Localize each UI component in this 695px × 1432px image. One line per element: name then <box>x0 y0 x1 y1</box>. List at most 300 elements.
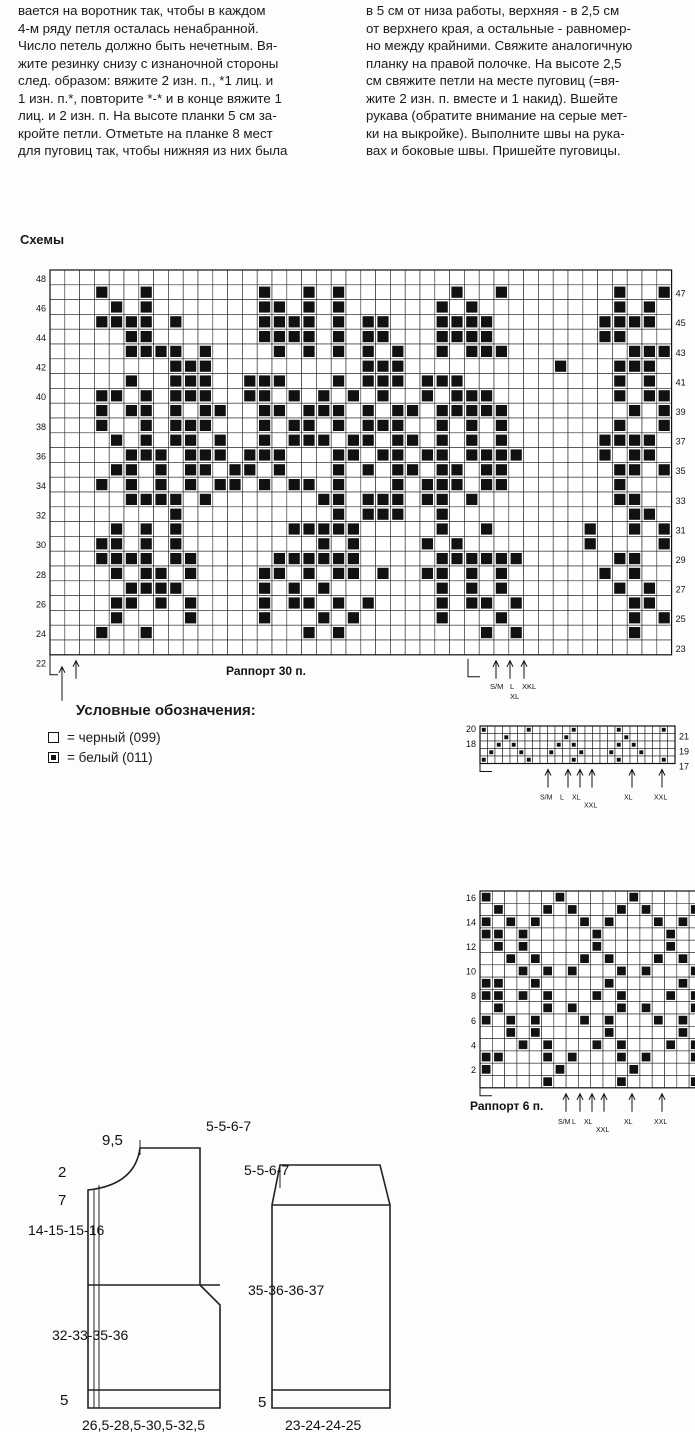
grid-cell <box>124 359 139 374</box>
filled-stitch <box>494 979 503 988</box>
grid-cell <box>450 448 465 463</box>
filled-stitch <box>629 612 640 623</box>
filled-stitch <box>141 627 152 638</box>
filled-stitch <box>348 523 359 534</box>
filled-stitch <box>333 597 344 608</box>
filled-stitch <box>580 1016 589 1025</box>
filled-stitch <box>629 597 640 608</box>
grid-cell <box>509 640 524 655</box>
grid-cell <box>94 640 109 655</box>
grid-cell <box>510 726 518 734</box>
grid-cell <box>600 734 608 742</box>
grid-cell <box>583 329 598 344</box>
grid-cell <box>554 928 566 940</box>
grid-cell <box>492 1014 504 1026</box>
grid-cell <box>287 448 302 463</box>
grid-cell <box>94 566 109 581</box>
filled-stitch <box>629 1065 638 1074</box>
filled-stitch <box>617 1077 626 1086</box>
grid-cell <box>529 940 541 952</box>
grid-cell <box>652 1039 664 1051</box>
filled-stitch <box>519 991 528 1000</box>
row-label-right: 27 <box>675 584 686 595</box>
grid-cell <box>538 477 553 492</box>
grid-cell <box>540 741 548 749</box>
grid-cell <box>302 374 317 389</box>
grid-cell <box>65 344 80 359</box>
grid-cell <box>316 300 331 315</box>
grid-cell <box>509 536 524 551</box>
grid-cell <box>331 536 346 551</box>
grid-cell <box>109 374 124 389</box>
filled-stitch <box>392 435 403 446</box>
grid-cell <box>524 462 539 477</box>
grid-cell <box>566 1014 578 1026</box>
grid-cell <box>80 477 95 492</box>
grid-cell <box>154 388 169 403</box>
grid-cell <box>242 596 257 611</box>
filled-stitch <box>274 568 285 579</box>
grid-cell <box>505 989 517 1001</box>
grid-cell <box>154 300 169 315</box>
filled-stitch <box>318 583 329 594</box>
row-label-left: 26 <box>35 599 46 610</box>
grid-cell <box>583 610 598 625</box>
filled-stitch <box>437 523 448 534</box>
grid-cell <box>346 374 361 389</box>
grid-cell <box>213 359 228 374</box>
grid-cell <box>570 734 578 742</box>
filled-stitch <box>259 390 270 401</box>
filled-stitch <box>605 979 614 988</box>
grid-cell <box>420 329 435 344</box>
sleeve-top-label: 5-5-6-7 <box>244 1162 290 1178</box>
filled-stitch <box>506 954 515 963</box>
grid-cell <box>538 536 553 551</box>
filled-stitch <box>303 523 314 534</box>
grid-cell <box>553 448 568 463</box>
grid-cell <box>109 344 124 359</box>
legend-item-black <box>48 730 161 745</box>
filled-stitch <box>318 435 329 446</box>
grid-cell <box>242 566 257 581</box>
grid-cell <box>450 344 465 359</box>
grid-cell <box>492 1076 504 1088</box>
repeat-label-6: Раппорт 6 п. <box>470 1098 544 1113</box>
grid-cell <box>435 536 450 551</box>
grid-cell <box>568 596 583 611</box>
filled-stitch <box>629 553 640 564</box>
filled-stitch <box>644 597 655 608</box>
repeat-bracket-left <box>50 655 58 675</box>
grid-cell <box>492 953 504 965</box>
grid-cell <box>538 492 553 507</box>
grid-cell <box>228 566 243 581</box>
grid-cell <box>242 270 257 285</box>
grid-cell <box>627 418 642 433</box>
grid-cell <box>287 403 302 418</box>
filled-stitch <box>629 361 640 372</box>
grid-cell <box>598 285 613 300</box>
grid-cell <box>420 581 435 596</box>
grid-cell <box>665 953 677 965</box>
filled-stitch <box>111 523 122 534</box>
grid-cell <box>420 285 435 300</box>
row-label-right: 41 <box>675 377 686 388</box>
row-label-right: 43 <box>675 347 686 358</box>
grid-cell <box>65 388 80 403</box>
grid-cell <box>542 1014 554 1026</box>
grid-cell <box>538 581 553 596</box>
grid-cell <box>554 1051 566 1063</box>
grid-cell <box>628 928 640 940</box>
grid-cell <box>50 581 65 596</box>
grid-cell <box>533 741 541 749</box>
grid-cell <box>346 492 361 507</box>
filled-stitch <box>437 316 448 327</box>
grid-cell <box>213 418 228 433</box>
filled-stitch <box>481 405 492 416</box>
grid-cell <box>213 300 228 315</box>
text-line: но между крайними. Свяжите аналогичную <box>366 38 633 53</box>
grid-cell <box>272 270 287 285</box>
filled-stitch <box>482 1065 491 1074</box>
grid-cell <box>615 977 627 989</box>
grid-cell <box>198 329 213 344</box>
grid-cell <box>583 374 598 389</box>
grid-cell <box>627 270 642 285</box>
filled-stitch <box>333 405 344 416</box>
grid-cell <box>652 928 664 940</box>
grid-cell <box>316 625 331 640</box>
grid-cell <box>566 891 578 903</box>
grid-cell <box>538 640 553 655</box>
grid-cell <box>376 536 391 551</box>
grid-cell <box>657 477 672 492</box>
grid-cell <box>50 270 65 285</box>
filled-stitch <box>437 375 448 386</box>
grid-cell <box>524 477 539 492</box>
grid-cell <box>492 891 504 903</box>
grid-cell <box>509 418 524 433</box>
grid-cell <box>653 749 661 757</box>
grid-cell <box>213 314 228 329</box>
grid-cell <box>94 329 109 344</box>
grid-cell <box>50 625 65 640</box>
grid-cell <box>640 977 652 989</box>
text-line: для пуговиц так, чтобы нижняя из них была <box>18 143 288 158</box>
row-label-left: 42 <box>35 362 46 373</box>
grid-cell <box>287 300 302 315</box>
grid-cell <box>603 1051 615 1063</box>
size-label: S/M <box>540 794 553 802</box>
grid-cell <box>578 726 586 734</box>
filled-stitch <box>126 583 137 594</box>
filled-stitch <box>170 553 181 564</box>
filled-stitch <box>200 464 211 475</box>
grid-cell <box>640 916 652 928</box>
filled-stitch <box>155 479 166 490</box>
filled-stitch <box>377 449 388 460</box>
filled-stitch <box>531 917 540 926</box>
filled-stitch <box>451 405 462 416</box>
text-line: вается на воротник так, чтобы в каждом <box>18 3 266 18</box>
grid-cell <box>94 507 109 522</box>
grid-cell <box>638 756 646 764</box>
grid-cell <box>361 625 376 640</box>
grid-cell <box>168 596 183 611</box>
filled-stitch <box>392 449 403 460</box>
grid-cell <box>65 522 80 537</box>
grid-cell <box>464 462 479 477</box>
grid-cell <box>505 928 517 940</box>
grid-cell <box>50 300 65 315</box>
filled-stitch <box>96 627 107 638</box>
grid-cell <box>420 418 435 433</box>
grid-cell <box>566 1026 578 1038</box>
filled-stitch <box>96 553 107 564</box>
grid-cell <box>154 314 169 329</box>
filled-stitch <box>392 346 403 357</box>
grid-cell <box>553 418 568 433</box>
grid-cell <box>503 749 511 757</box>
filled-stitch <box>451 479 462 490</box>
filled-stitch <box>141 583 152 594</box>
filled-stitch <box>466 449 477 460</box>
filled-stitch <box>170 583 181 594</box>
grid-cell <box>65 329 80 344</box>
grid-cell <box>566 953 578 965</box>
width-label: 26,5-28,5-30,5-32,5 <box>82 1417 205 1432</box>
grid-cell <box>524 433 539 448</box>
grid-cell <box>553 270 568 285</box>
grid-cell <box>533 726 541 734</box>
grid-cell <box>505 1076 517 1088</box>
filled-stitch <box>126 464 137 475</box>
row-label-right: 37 <box>675 436 686 447</box>
filled-stitch <box>303 346 314 357</box>
grid-cell <box>640 1026 652 1038</box>
grid-cell <box>464 536 479 551</box>
filled-stitch <box>659 346 670 357</box>
grid-cell <box>524 403 539 418</box>
grid-cell <box>665 1063 677 1075</box>
grid-cell <box>124 285 139 300</box>
grid-cell <box>568 285 583 300</box>
grid-cell <box>538 522 553 537</box>
grid-cell <box>494 329 509 344</box>
grid-cell <box>109 507 124 522</box>
filled-stitch <box>126 375 137 386</box>
grid-cell <box>257 344 272 359</box>
filled-stitch <box>333 287 344 298</box>
grid-cell <box>494 300 509 315</box>
grid-cell <box>257 625 272 640</box>
text-line: Число петель должно быть нечетным. Вя- <box>18 38 278 53</box>
grid-cell <box>524 522 539 537</box>
pattern-pieces-diagram <box>28 1118 460 1432</box>
grid-cell <box>198 507 213 522</box>
filled-stitch <box>437 568 448 579</box>
grid-cell <box>80 640 95 655</box>
row-label-left: 10 <box>465 966 476 977</box>
grid-cell <box>257 270 272 285</box>
grid-cell <box>529 1039 541 1051</box>
filled-stitch <box>259 420 270 431</box>
filled-stitch <box>274 405 285 416</box>
grid-cell <box>450 270 465 285</box>
filled-stitch <box>377 361 388 372</box>
grid-cell <box>494 388 509 403</box>
filled-stitch <box>644 375 655 386</box>
grid-cell <box>361 640 376 655</box>
grid-cell <box>228 270 243 285</box>
grid-cell <box>361 566 376 581</box>
grid-cell <box>242 433 257 448</box>
filled-stitch <box>333 509 344 520</box>
grid-cell <box>583 507 598 522</box>
grid-cell <box>480 1026 492 1038</box>
filled-stitch <box>200 375 211 386</box>
grid-cell <box>154 403 169 418</box>
filled-stitch <box>155 494 166 505</box>
grid-cell <box>548 726 556 734</box>
filled-stitch <box>543 1077 552 1086</box>
grid-cell <box>213 640 228 655</box>
repeat-bracket <box>480 764 492 772</box>
filled-stitch <box>496 287 507 298</box>
grid-cell <box>154 374 169 389</box>
grid-cell <box>608 756 616 764</box>
grid-cell <box>50 462 65 477</box>
filled-stitch <box>642 905 651 914</box>
filled-stitch <box>666 942 675 951</box>
grid-cell <box>524 359 539 374</box>
grid-cell <box>509 507 524 522</box>
filled-stitch <box>527 758 531 762</box>
grid-cell <box>302 448 317 463</box>
grid-cell <box>272 522 287 537</box>
filled-stitch <box>437 494 448 505</box>
grid-cell <box>494 374 509 389</box>
grid-cell <box>509 388 524 403</box>
grid-cell <box>435 285 450 300</box>
grid-cell <box>509 344 524 359</box>
size-label: S/M <box>558 1118 571 1126</box>
grid-cell <box>65 300 80 315</box>
filled-stitch <box>629 435 640 446</box>
row-label-left: 28 <box>35 569 46 580</box>
grid-cell <box>553 285 568 300</box>
filled-stitch <box>629 893 638 902</box>
filled-stitch <box>543 967 552 976</box>
grid-cell <box>124 507 139 522</box>
left-text-column <box>18 2 340 160</box>
grid-cell <box>578 1076 590 1088</box>
grid-cell <box>479 507 494 522</box>
grid-cell <box>542 977 554 989</box>
grid-cell <box>139 477 154 492</box>
grid-cell <box>154 610 169 625</box>
grid-cell <box>390 596 405 611</box>
grid-cell <box>80 566 95 581</box>
grid-cell <box>198 610 213 625</box>
grid-cell <box>80 344 95 359</box>
filled-stitch <box>318 390 329 401</box>
grid-cell <box>346 596 361 611</box>
filled-stitch <box>481 316 492 327</box>
grid-cell <box>198 477 213 492</box>
filled-stitch <box>348 435 359 446</box>
grid-cell <box>65 536 80 551</box>
grid-cell <box>568 403 583 418</box>
filled-stitch <box>200 405 211 416</box>
filled-stitch <box>614 361 625 372</box>
filled-stitch <box>614 553 625 564</box>
filled-stitch <box>527 728 531 732</box>
row-label-right: 45 <box>675 318 686 329</box>
grid-cell <box>287 536 302 551</box>
grid-cell <box>331 640 346 655</box>
grid-cell <box>509 300 524 315</box>
grid-cell <box>405 270 420 285</box>
filled-stitch <box>126 331 137 342</box>
grid-cell <box>376 551 391 566</box>
repeat-bracket-right <box>468 659 480 677</box>
grid-cell <box>50 403 65 418</box>
small-chart-grid <box>462 720 690 830</box>
grid-cell <box>479 374 494 389</box>
legend-title: Условные обозначения: <box>76 702 256 719</box>
filled-stitch <box>141 435 152 446</box>
filled-stitch <box>659 405 670 416</box>
filled-stitch <box>437 612 448 623</box>
grid-cell <box>361 388 376 403</box>
grid-cell <box>420 596 435 611</box>
grid-cell <box>542 928 554 940</box>
filled-stitch <box>303 627 314 638</box>
grid-cell <box>524 388 539 403</box>
grid-cell <box>94 462 109 477</box>
filled-stitch <box>318 494 329 505</box>
grid-cell <box>242 551 257 566</box>
grid-cell <box>615 891 627 903</box>
grid-cell <box>198 640 213 655</box>
grid-cell <box>642 492 657 507</box>
filled-stitch <box>377 494 388 505</box>
filled-stitch <box>170 346 181 357</box>
filled-stitch <box>392 479 403 490</box>
filled-stitch <box>659 464 670 475</box>
filled-stitch <box>482 1053 491 1062</box>
grid-cell <box>168 285 183 300</box>
grid-cell <box>652 903 664 915</box>
grid-cell <box>65 581 80 596</box>
grid-cell <box>568 522 583 537</box>
grid-cell <box>628 1002 640 1014</box>
grid-cell <box>554 916 566 928</box>
grid-cell <box>509 433 524 448</box>
grid-cell <box>548 734 556 742</box>
grid-cell <box>657 270 672 285</box>
grid-cell <box>640 1076 652 1088</box>
filled-stitch <box>289 316 300 327</box>
filled-stitch <box>519 750 523 754</box>
filled-stitch <box>303 405 314 416</box>
grid-cell <box>213 566 228 581</box>
filled-stitch <box>466 316 477 327</box>
grid-cell <box>94 448 109 463</box>
